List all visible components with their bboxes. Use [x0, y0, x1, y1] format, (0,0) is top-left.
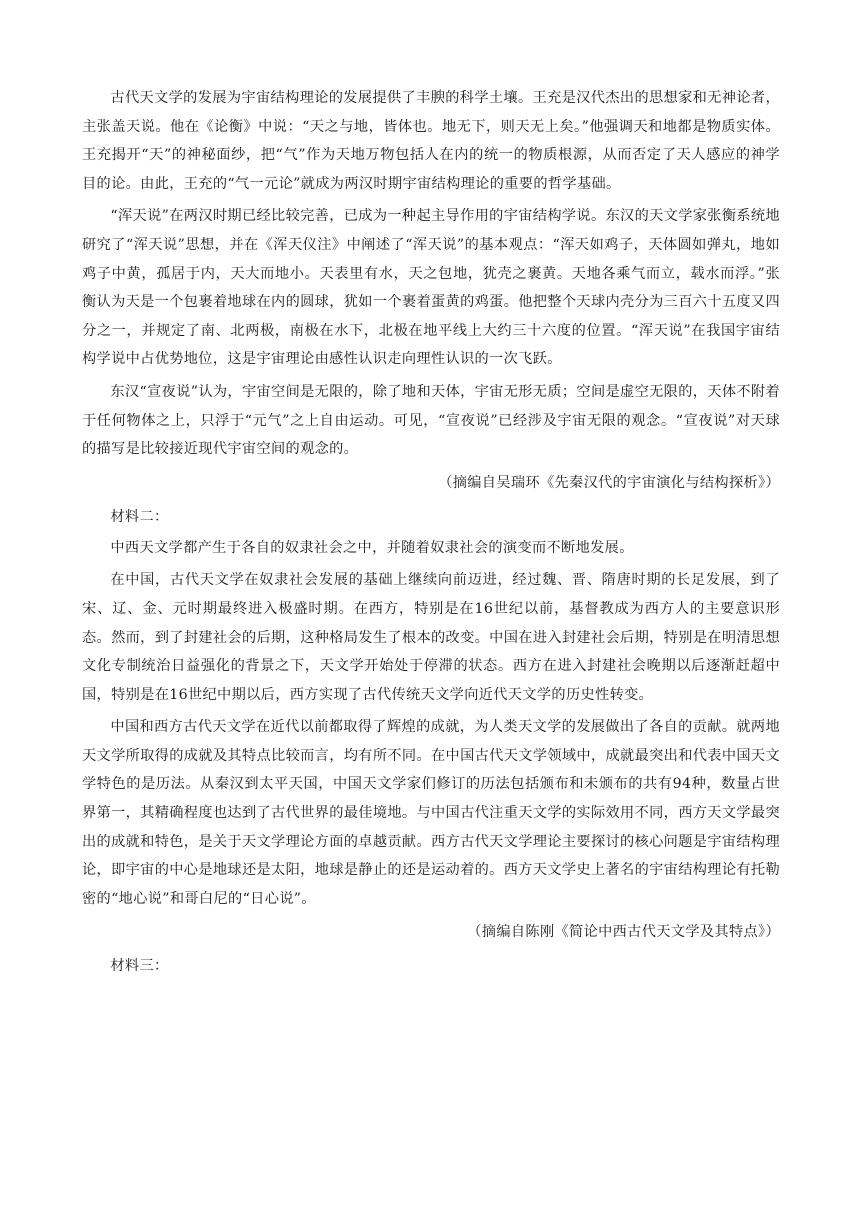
paragraph-development-comparison: 在中国，古代天文学在奴隶社会发展的基础上继续向前迈进，经过魏、晋、隋唐时期的长足发展，到了宋、辽、金、元时期最终进入极盛时期。在西方，特别是在16世纪以前，基督教成为西方人的主要意识形态。然而，到了封建社会的后期，这种格局发生了根本的改变。中国在进入封建社会后期，特别是在明清思想文化专制统治日益强化的背景之下，天文学开始处于停滞的状态。西方在进入封建社会晚期以后逐渐赶超中国，特别是在16世纪中期以后，西方实现了古代传统天文学向近代天文学的历史性转变。 [82, 572, 780, 703]
paragraph-xuanye-theory: 东汉“宣夜说”认为，宇宙空间是无限的，除了地和天体，宇宙无形无质；空间是虚空无限的，天体不附着于任何物体之上，只浮于“元气”之上自由运动。可见，“宣夜说”已经涉及宇宙无限的观念。“宣夜说”对天球的描写是比较接近现代宇宙空间的观念的。 [82, 383, 780, 458]
document-body [82, 84, 780, 983]
paragraph-slave-society: 中西天文学都产生于各自的奴隶社会之中，并随着奴隶社会的演变而不断地发展。 [110, 539, 634, 556]
material-label-3: 材料三： [110, 958, 169, 975]
material-label-2: 材料二： [110, 508, 169, 525]
paragraph-achievements: 中国和西方古代天文学在近代以前都取得了辉煌的成就，为人类天文学的发展做出了各自的贡献。就两地天文学所取得的成就及其特点比较而言，均有所不同。在中国古代天文学领域中，成就最突出和代表中国天文学特色的是历法。从秦汉到太平天国，中国天文学家们修订的历法包括颁布和未颁布的共有94种，数量占世界第一，其精确程度也达到了古代世界的最佳境地。与中国古代注重天文学的实际效用不同，西方天文学最突出的成就和特色，是关于天文学理论方面的卓越贡献。西方古代天文学理论主要探讨的核心问题是宇宙结构理论，即宇宙的中心是地球还是太阳，地球是静止的还是运动着的。西方天文学史上著名的宇宙结构理论有托勒密的“地心说”和哥白尼的“日心说”。 [82, 719, 780, 907]
source-citation-1: （摘编自吴瑞环《先秦汉代的宇宙演化与结构探析》） [438, 474, 780, 491]
paragraph-huntian-theory: “浑天说”在两汉时期已经比较完善，已成为一种起主导作用的宇宙结构学说。东汉的天文学家张衡系统地研究了“浑天说”思想，并在《浑天仪注》中阐述了“浑天说”的基本观点：“浑天如鸡子，天体圆如弹丸，地如鸡子中黄，孤居于内，天大而地小。天表里有水，天之包地，犹壳之裹黄。天地各乘气而立，载水而浮。”张衡认为天是一个包裹着地球在内的圆球，犹如一个裹着蛋黄的鸡蛋。他把整个天球内壳分为三百六十五度又四分之一，并规定了南、北两极，南极在水下，北极在地平线上大约三十六度的位置。“浑天说”在我国宇宙结构学说中占优势地位，这是宇宙理论由感性认识走向理性认识的一次飞跃。 [82, 208, 780, 368]
paragraph-wang-chong: 古代天文学的发展为宇宙结构理论的发展提供了丰腴的科学土壤。王充是汉代杰出的思想家和无神论者，主张盖天说。他在《论衡》中说：“天之与地，皆体也。地无下，则天无上矣。”他强调天和地都是物质实体。王充揭开“天”的神秘面纱，把“气”作为天地万物包括人在内的统一的物质根源，从而否定了天人感应的神学目的论。由此，王充的“气一元论”就成为两汉时期宇宙结构理论的重要的哲学基础。 [82, 90, 780, 192]
source-citation-2: （摘编自陈刚《简论中西古代天文学及其特点》） [467, 924, 780, 941]
